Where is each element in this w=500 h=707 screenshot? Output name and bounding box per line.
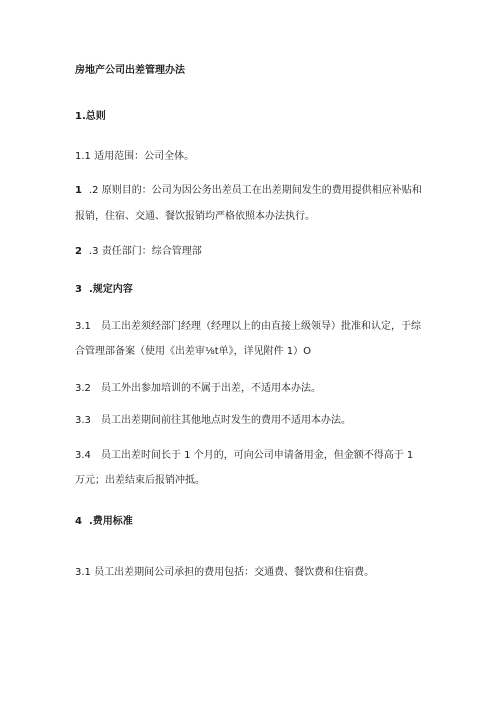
paragraph-4-1: 3.1 员工出差期间公司承担的费用包括：交通费、餐饮费和住宿费。 <box>75 567 375 578</box>
paragraph-number: 2 <box>75 246 82 257</box>
section-4-heading <box>75 515 133 528</box>
paragraph-3-4-line1 <box>75 449 413 462</box>
paragraph-3-2 <box>75 382 321 395</box>
section-text: .费用标准 <box>89 516 133 527</box>
paragraph-text: 员工出差期间前往其他地点时发生的费用不适用本办法。 <box>101 415 351 426</box>
paragraph-2-3 <box>75 245 202 258</box>
section-number: 4 <box>75 516 82 527</box>
paragraph-number: 1 <box>75 185 82 196</box>
paragraph-text: 员工外出参加培训的不属于出差，不适用本办法。 <box>101 383 321 394</box>
section-text: .规定内容 <box>89 284 133 295</box>
paragraph-1-2-line1 <box>75 184 422 197</box>
paragraph-text: 员工出差时间长于 1 个月的，可向公司申请备用金，但金额不得高于 1 <box>101 450 414 461</box>
section-3-heading <box>75 283 133 296</box>
section-1-heading: 1.总则 <box>75 111 106 122</box>
paragraph-text: .3 责任部门：综合管理部 <box>89 246 202 257</box>
paragraph-3-3 <box>75 414 351 427</box>
paragraph-number: 3.3 <box>75 415 91 426</box>
paragraph-number: 3.2 <box>75 383 91 394</box>
paragraph-3-1-line2: 合管理部备案（使用《出差审⅛t单》，详见附件 1）O <box>75 346 312 357</box>
section-number: 3 <box>75 284 82 295</box>
paragraph-text: 员工出差须经部门经理（经理以上的由直接上级领导）批准和认定，于综 <box>101 321 421 332</box>
paragraph-1-1: 1.1 适用范围：公司全体。 <box>75 151 195 162</box>
paragraph-1-2-line2: 报销，住宿、交通、餐饮报销均严格依照本办法执行。 <box>75 211 315 222</box>
paragraph-text: .2 原则目的：公司为因公务出差员工在出差期间发生的费用提供相应补贴和 <box>89 185 422 196</box>
paragraph-3-4-line2: 万元；出差结束后报销冲抵。 <box>75 475 205 486</box>
paragraph-number: 3.1 <box>75 321 91 332</box>
paragraph-number: 3.4 <box>75 450 91 461</box>
document-title: 房地产公司出差管理办法 <box>75 65 185 76</box>
paragraph-3-1-line1 <box>75 320 421 333</box>
